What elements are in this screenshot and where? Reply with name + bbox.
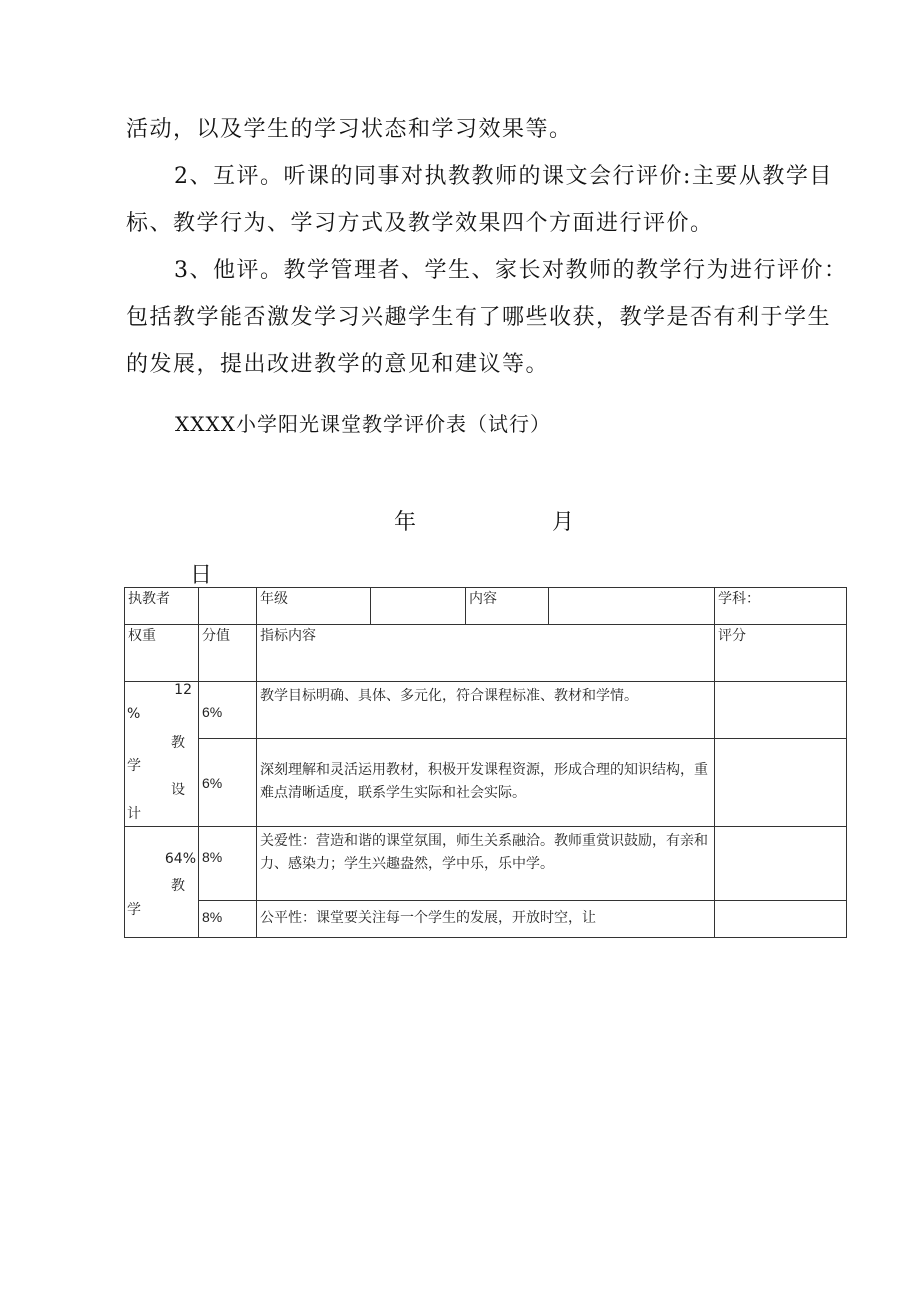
table-header-row: [125, 588, 847, 625]
table-row: [125, 682, 847, 739]
category-char: 教: [171, 735, 185, 751]
table-row: [125, 901, 847, 938]
content-label: 内容: [466, 588, 549, 625]
subject-label: 学科：: [715, 588, 847, 625]
weight-number: 12: [174, 682, 192, 698]
score-value-header: 分值: [199, 625, 257, 682]
date-month: 月: [552, 510, 575, 535]
rating-header: 评分: [715, 625, 847, 682]
paragraph-1: 活动，以及学生的学习状态和学习效果等。: [126, 117, 573, 142]
rating-cell[interactable]: [715, 901, 847, 938]
content-value[interactable]: [549, 588, 715, 625]
evaluation-table: [124, 587, 847, 938]
teacher-value[interactable]: [199, 588, 257, 625]
score-value: 6%: [199, 739, 257, 827]
rating-cell[interactable]: [715, 739, 847, 827]
score-value: 8%: [199, 827, 257, 901]
rating-cell[interactable]: [715, 682, 847, 739]
grade-value[interactable]: [371, 588, 466, 625]
category-char: 学: [127, 902, 141, 918]
indicator-content: 深刻理解和灵活运用教材，积极开发课程资源，形成合理的知识结构，重难点清晰适度，联系学生实际和社会实际。: [257, 739, 715, 827]
category-char: 设: [171, 782, 185, 798]
indicator-content: 关爱性：营造和谐的课堂氛围，师生关系融洽。教师重赏识鼓励，有亲和力、感染力；学生兴趣盎然，学中乐，乐中学。: [257, 827, 715, 901]
category-char: 计: [127, 806, 141, 822]
date-year: 年: [394, 510, 417, 535]
indicator-content: 教学目标明确、具体、多元化，符合课程标准、教材和学情。: [257, 682, 715, 739]
weight-number: 64%: [164, 851, 196, 867]
category-char: 学: [127, 758, 141, 774]
indicator-header: 指标内容: [257, 625, 715, 682]
category-teaching: [125, 827, 199, 938]
score-value: 8%: [199, 901, 257, 938]
teacher-label: 执教者: [125, 588, 199, 625]
weight-header: 权重: [125, 625, 199, 682]
table-row: [125, 739, 847, 827]
rating-cell[interactable]: [715, 827, 847, 901]
paragraph-other-evaluation: 3、他评。教学管理者、学生、家长对教师的教学行为进行评价：包括教学能否激发学习兴趣学生有了哪些收获，教学是否有利于学生的发展，提出改进教学的意见和建议等。: [126, 258, 848, 377]
indicator-content: 公平性：课堂要关注每一个学生的发展，开放时空，让: [257, 901, 715, 938]
weight-percent: %: [127, 706, 141, 722]
paragraph-mutual-evaluation: 2、互评。听课的同事对执教教师的课文会行评价:主要从教学目标、教学行为、学习方式及教学效果四个方面进行评价。: [126, 164, 833, 236]
form-title: XXXX小学阳光课堂教学评价表（试行）: [175, 412, 551, 436]
score-value: 6%: [199, 682, 257, 739]
table-row: [125, 827, 847, 901]
table-subheader-row: [125, 625, 847, 682]
date-day: 日: [190, 563, 213, 588]
category-char: 教: [171, 878, 185, 894]
grade-label: 年级: [257, 588, 371, 625]
category-teaching-design: [125, 682, 199, 827]
